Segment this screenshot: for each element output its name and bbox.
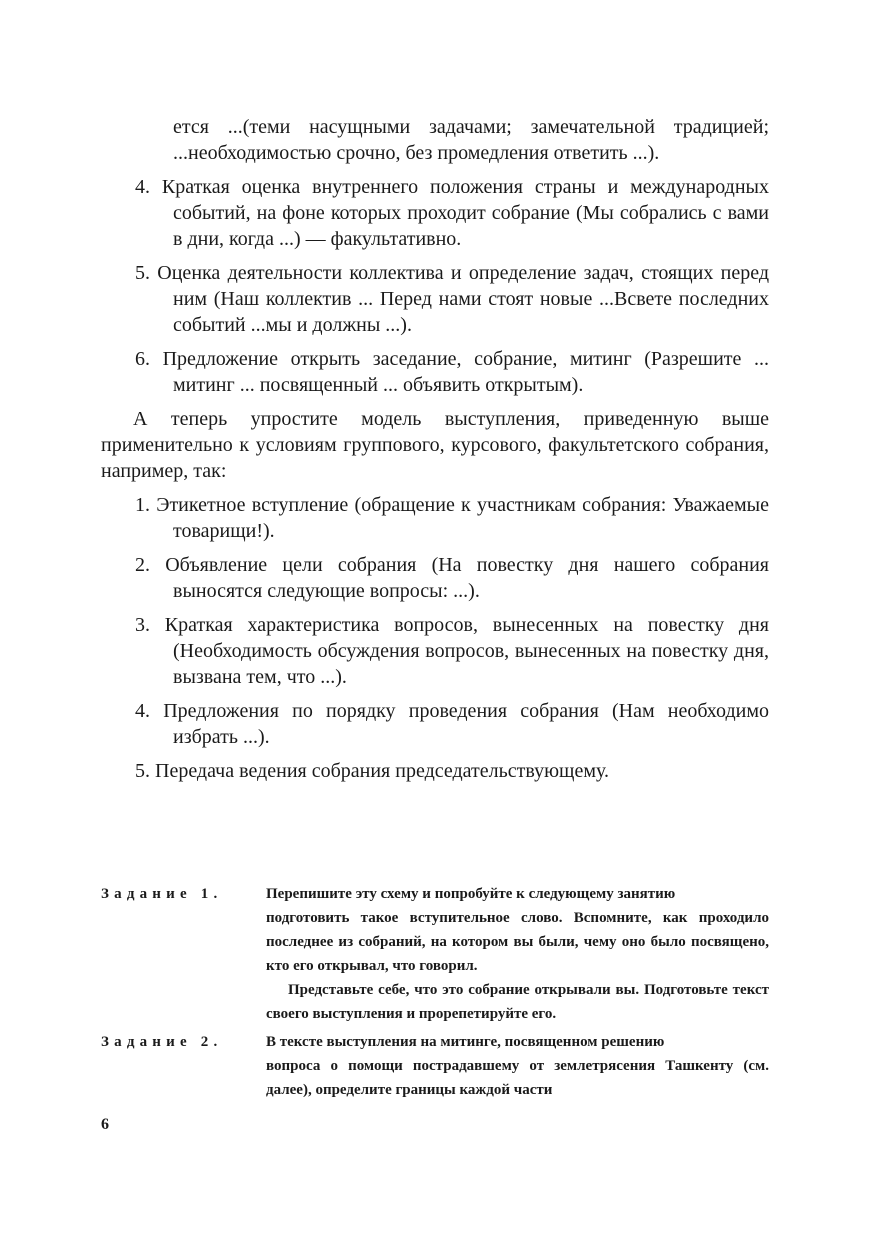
task-2 (101, 1030, 769, 1102)
list-item: 4. Краткая оценка внутреннего положения страны и международных событий, на фоне которых проходит собрание (Мы собрались с вами в дни, когда ...) — факультативно. (135, 176, 769, 250)
task-2-text: вопроса о помощи пострадавшему от землетрясения Ташкенту (см. далее), определите границы каждой части (266, 1058, 769, 1098)
task-2-label: Задание 2. (101, 1034, 223, 1050)
task-1-paragraph-2: Представьте себе, что это собрание открывали вы. Подготовьте текст своего выступления и прорепетируйте его. (266, 982, 769, 1022)
list-item: 6. Предложение открыть заседание, собрание, митинг (Разрешите ... митинг ... посвященный ... объявить открытым). (135, 348, 769, 396)
list-item: 1. Этикетное вступление (обращение к участникам собрания: Уважаемые товарищи!). (135, 494, 769, 542)
page-number: 6 (101, 1116, 109, 1133)
list-item: 3. Краткая характеристика вопросов, вынесенных на повестку дня (Необходимость обсуждения вопросов, вынесенных на повестку дня, вызвана тем, что ...). (135, 614, 769, 688)
list-item: 2. Объявление цели собрания (На повестку дня нашего собрания выносятся следующие вопросы: ...). (135, 554, 769, 602)
list-item: 5. Передача ведения собрания председательствующему. (135, 760, 609, 782)
intro-paragraph: А теперь упростите модель выступления, приведенную выше применительно к условиям группового, курсового, факультетского собрания, например, так: (101, 408, 769, 482)
task-1-first-line: Перепишите эту схему и попробуйте к следующему занятию (266, 886, 676, 902)
list-item: 5. Оценка деятельности коллектива и определение задач, стоящих перед ним (Наш коллектив ... Перед нами стоят новые ...Всвете последних событий ...мы и должны ...). (135, 262, 769, 336)
main-text (101, 114, 769, 792)
task-1 (101, 882, 769, 1026)
continuation-paragraph: ется ...(теми насущными задачами; замечательной традицией; ...необходимостью срочно, без промедления ответить ...). (173, 116, 769, 164)
task-1-text: подготовить такое вступительное слово. Вспомните, как проходило последнее из собраний, на котором вы были, чему оно было посвящено, кто его открывал, что говорил. (266, 910, 769, 974)
task-2-first-line: В тексте выступления на митинге, посвященном решению (266, 1034, 665, 1050)
task-1-label: Задание 1. (101, 886, 223, 902)
list-item: 4. Предложения по порядку проведения собрания (Нам необходимо избрать ...). (135, 700, 769, 748)
